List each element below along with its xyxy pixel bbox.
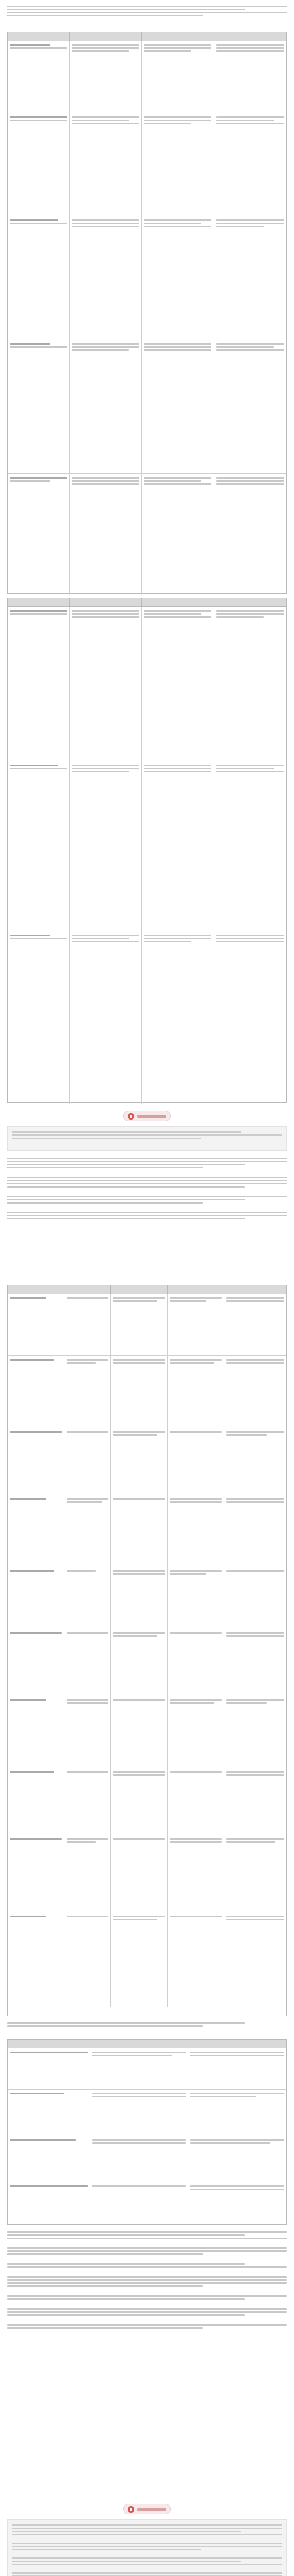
table-1-col-2 — [70, 32, 142, 41]
table-row — [8, 1696, 286, 1768]
table-row — [8, 1768, 286, 1835]
table-row — [8, 2048, 286, 2090]
table-row — [8, 113, 286, 216]
table-3-col-2 — [64, 1285, 111, 1294]
table-1 — [7, 32, 287, 594]
table-3-rows — [8, 1294, 286, 2007]
table-2-col-1 — [8, 598, 70, 606]
table-1-rows — [8, 41, 286, 595]
table-3-header — [8, 1285, 286, 1294]
table-4-rows — [8, 2048, 286, 2225]
body-paragraphs-3 — [7, 2230, 287, 2498]
intro-paragraph — [7, 4, 287, 30]
table-3-col-3 — [111, 1285, 168, 1294]
table-row — [8, 2090, 286, 2136]
table-2-col-4 — [214, 598, 286, 606]
table-row — [8, 1567, 286, 1629]
table-2-col-2 — [70, 598, 142, 606]
table-3 — [7, 1285, 287, 2016]
badge-label — [137, 1115, 166, 1118]
table-4-col-3 — [188, 2040, 286, 2048]
table-row — [8, 1294, 286, 1356]
table-3-col-1 — [8, 1285, 64, 1294]
badge-icon — [128, 2506, 134, 2513]
table-row — [8, 761, 286, 931]
table-row — [8, 1629, 286, 1696]
section-badge-2 — [123, 2504, 171, 2514]
table-1-header — [8, 32, 286, 41]
table-row — [8, 931, 286, 1104]
table-row — [8, 474, 286, 595]
table-row — [8, 2182, 286, 2225]
table-row — [8, 216, 286, 340]
table-4-col-2 — [90, 2040, 188, 2048]
table-row — [8, 41, 286, 113]
table-row — [8, 1495, 286, 1567]
section-badge-1 — [123, 1111, 171, 1121]
table-4-col-1 — [8, 2040, 90, 2048]
table-2 — [7, 598, 287, 1103]
table-3-col-4 — [168, 1285, 224, 1294]
table-1-col-4 — [214, 32, 286, 41]
table-row — [8, 1835, 286, 1912]
table-row — [8, 1356, 286, 1428]
table-3-col-5 — [224, 1285, 286, 1294]
badge-label — [137, 2508, 166, 2511]
table-1-col-3 — [142, 32, 214, 41]
badge-icon — [128, 1113, 134, 1120]
highlight-note-2 — [7, 2519, 287, 2576]
body-paragraphs-1 — [7, 1156, 287, 1280]
highlight-note-1 — [7, 1126, 287, 1151]
table-row — [8, 340, 286, 474]
table-row — [8, 2136, 286, 2182]
table-row — [8, 1912, 286, 2007]
table-2-rows — [8, 607, 286, 1104]
table-2-header — [8, 598, 286, 607]
table-4-header — [8, 2040, 286, 2048]
table-row — [8, 607, 286, 761]
table-1-col-1 — [8, 32, 70, 41]
table-2-col-3 — [142, 598, 214, 606]
table-row — [8, 1428, 286, 1495]
table-4 — [7, 2039, 287, 2225]
body-paragraph-2 — [7, 2021, 287, 2036]
